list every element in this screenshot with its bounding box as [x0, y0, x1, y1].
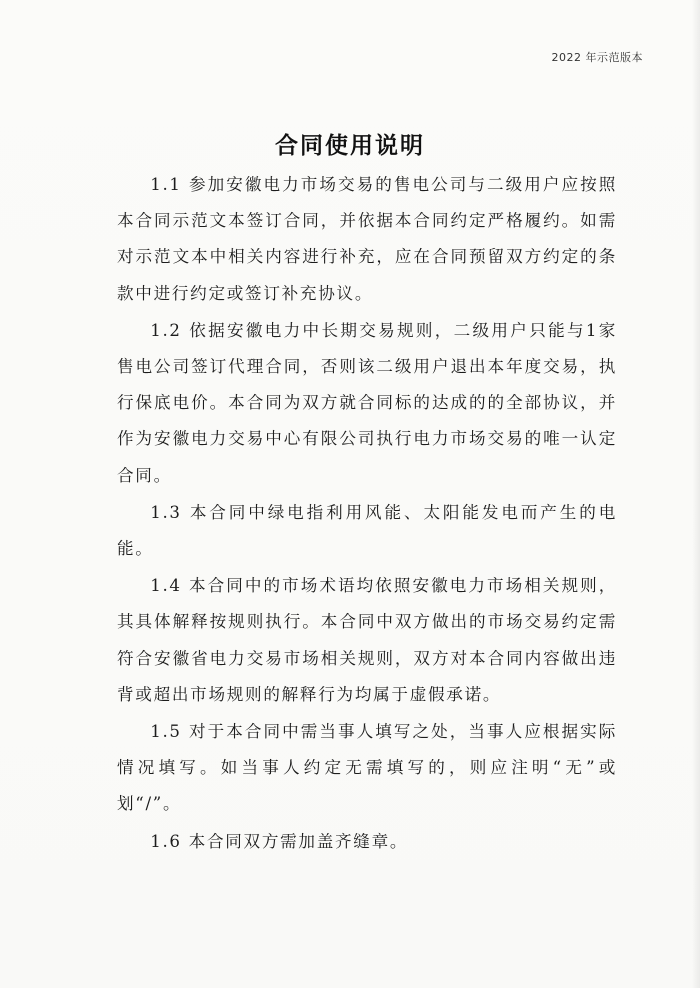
- page-title: 合同使用说明: [275, 133, 425, 159]
- paragraph-1-4: 1.4 本合同中的市场术语均依照安徽电力市场相关规则，其具体解释按规则执行。本合同中双方做出的市场交易约定需符合安徽省电力交易市场相关规则，双方对本合同内容做出违背或超出市场规则的解释行为均属于虚假承诺。: [117, 576, 617, 704]
- version-note: 2022 年示范版本: [551, 51, 643, 64]
- paragraph-1-6: 1.6 本合同双方需加盖齐缝章。: [150, 831, 409, 851]
- paragraph-1-3: 1.3 本合同中绿电指利用风能、太阳能发电而产生的电能。: [117, 502, 617, 559]
- paragraph-1-5: 1.5 对于本合同中需当事人填写之处，当事人应根据实际情况填写。如当事人约定无需填写的，则应注明“无”或划“/”。: [117, 722, 617, 814]
- paragraph-1-1: 1.1 参加安徽电力市场交易的售电公司与二级用户应按照本合同示范文本签订合同，并依据本合同约定严格履约。如需对示范文本中相关内容进行补充，应在合同预留双方约定的条款中进行约定或签订补充协议。: [117, 175, 617, 303]
- body-text: [117, 167, 617, 861]
- paragraph-1-2: 1.2 依据安徽电力中长期交易规则，二级用户只能与1家售电公司签订代理合同，否则该二级用户退出本年度交易，执行保底电价。本合同为双方就合同标的达成的的全部协议，并作为安徽电力交易中心有限公司执行电力市场交易的唯一认定合同。: [117, 320, 617, 485]
